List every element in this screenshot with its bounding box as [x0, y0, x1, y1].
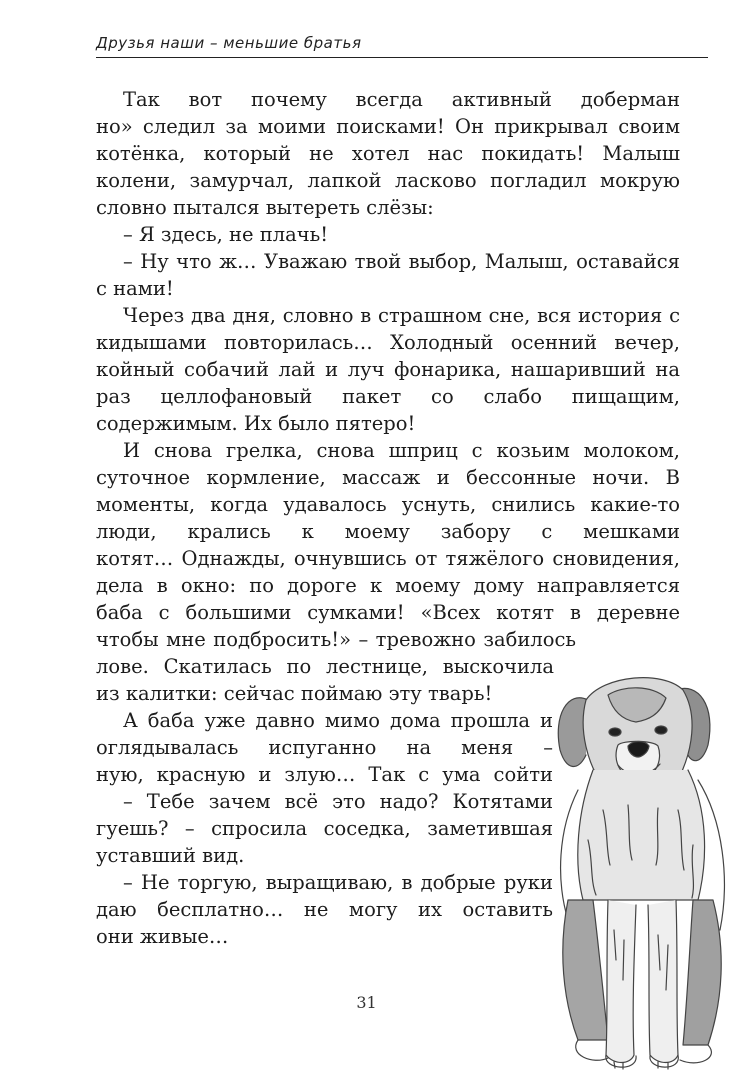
text-line: кидышами повторилась… Холодный осенний вечер, — [96, 331, 680, 354]
dog-illustration — [548, 660, 733, 1080]
text-line: ную, красную и злую… Так с ума сойти — [96, 763, 553, 786]
text-line: раз целлофановый пакет со слабо пищащим, — [96, 385, 680, 408]
text-line: лове. Скатилась по лестнице, выскочила — [96, 655, 554, 678]
text-line: Так вот почему всегда активный доберман — [123, 88, 680, 111]
page-number: 31 — [356, 993, 377, 1012]
text-line: – Ну что ж… Уважаю твой выбор, Малыш, оставайся — [123, 250, 680, 273]
text-line: моменты, когда удавалось уснуть, снились какие-то — [96, 493, 680, 516]
text-line: люди, крались к моему забору с мешками — [96, 520, 680, 543]
text-line: но» следил за моими поисками! Он прикрывал своим — [96, 115, 680, 138]
text-line: койный собачий лай и луч фонарика, нашаривший на — [96, 358, 680, 381]
text-line: уставший вид. — [96, 844, 245, 867]
running-header-title: Друзья наши – меньшие братья — [96, 34, 362, 52]
text-line: они живые… — [96, 925, 229, 948]
text-line: словно пытался вытереть слёзы: — [96, 196, 434, 219]
running-header — [96, 30, 708, 58]
text-line: – Не торгую, выращиваю, в добрые руки — [123, 871, 553, 894]
text-line: колени, замурчал, лапкой ласково погладил мокрую — [96, 169, 680, 192]
text-line: с нами! — [96, 277, 174, 300]
text-line: А баба уже давно мимо дома прошла и — [123, 709, 553, 732]
text-line: суточное кормление, массаж и бессонные ночи. В — [96, 466, 680, 489]
text-line: котят… Однажды, очнувшись от тяжёлого сновидения, — [96, 547, 680, 570]
text-line: – Я здесь, не плачь! — [123, 223, 329, 246]
text-line: И снова грелка, снова шприц с козьим молоком, — [123, 439, 680, 462]
text-line: – Тебе зачем всё это надо? Котятами — [123, 790, 553, 813]
text-line: котёнка, который не хотел нас покидать! Малыш — [96, 142, 680, 165]
text-line: чтобы мне подбросить!» – тревожно забилось — [96, 628, 576, 651]
text-line: содержимым. Их было пятеро! — [96, 412, 416, 435]
text-line: баба с большими сумками! «Всех котят в деревне — [96, 601, 680, 624]
text-line: Через два дня, словно в страшном сне, вся история с — [123, 304, 680, 327]
text-line: даю бесплатно… не могу их оставить — [96, 898, 553, 921]
text-line: дела в окно: по дороге к моему дому направляется — [96, 574, 680, 597]
text-line: гуешь? – спросила соседка, заметившая — [96, 817, 553, 840]
text-line: оглядывалась испуганно на меня – — [96, 736, 553, 759]
text-line: из калитки: сейчас поймаю эту тварь! — [96, 682, 493, 705]
